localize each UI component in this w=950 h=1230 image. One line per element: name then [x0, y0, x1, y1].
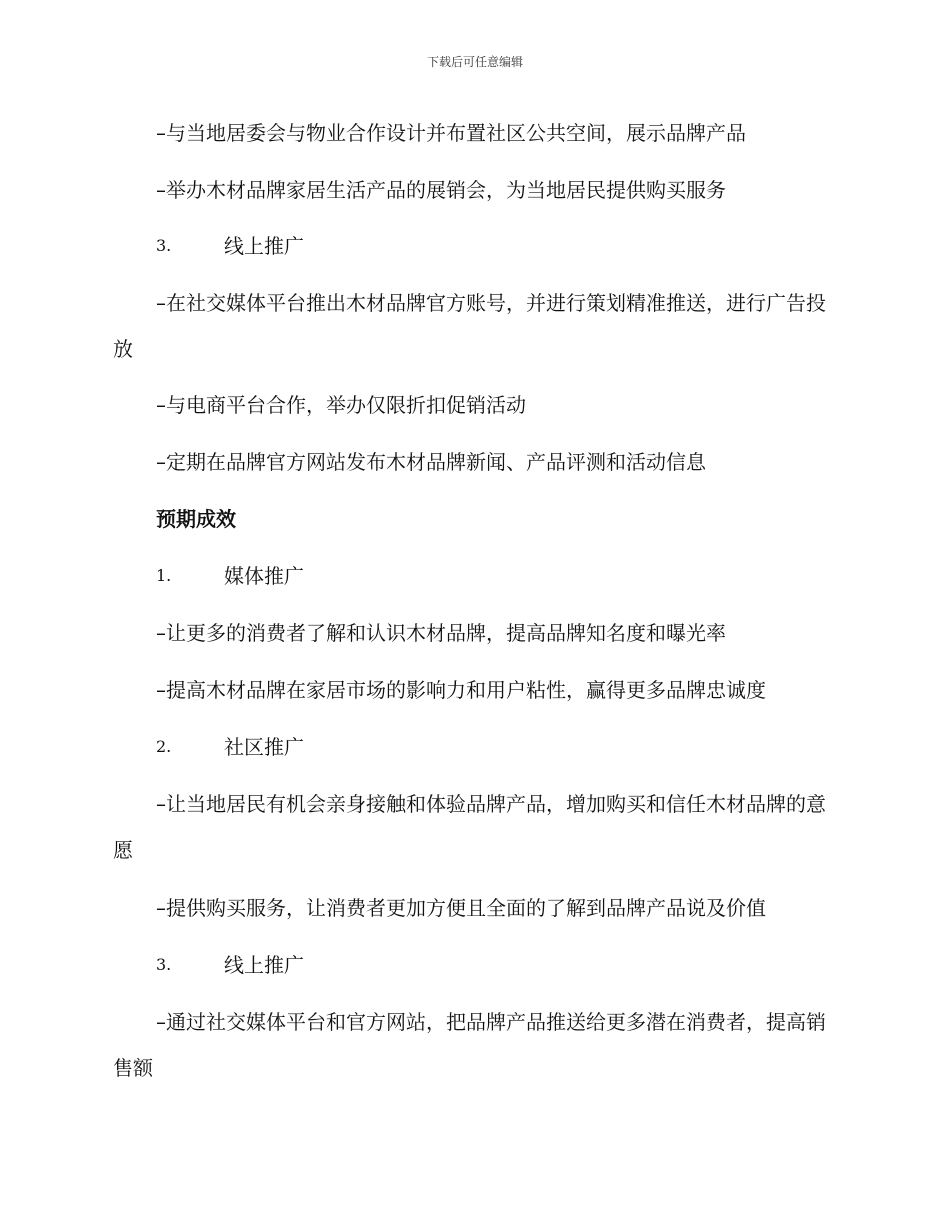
paragraph-purchase-service: –提供购买服务，让消费者更加方便且全面的了解到品牌产品说及价值 — [156, 896, 766, 920]
list-number: 2. — [156, 737, 172, 756]
subsection-title-community: 社区推广 — [224, 735, 304, 759]
paragraph-awareness: –让更多的消费者了解和认识木材品牌，提高品牌知名度和曝光率 — [156, 621, 726, 645]
subsection-title-online-2: 线上推广 — [224, 953, 304, 977]
list-number: 1. — [156, 566, 172, 585]
paragraph-community-space: –与当地居委会与物业合作设计并布置社区公共空间，展示品牌产品 — [156, 121, 746, 145]
list-number: 3. — [156, 955, 172, 974]
paragraph-official-site: –定期在品牌官方网站发布木材品牌新闻、产品评测和活动信息 — [156, 450, 706, 474]
paragraph-influence: –提高木材品牌在家居市场的影响力和用户粘性，赢得更多品牌忠诚度 — [156, 678, 766, 702]
section-heading-expected-results: 预期成效 — [156, 507, 236, 531]
subsection-title-online: 线上推广 — [224, 234, 304, 258]
page-header: 下载后可任意编辑 — [426, 55, 523, 69]
paragraph-sales: –通过社交媒体平台和官方网站，把品牌产品推送给更多潜在消费者，提高销售额 — [113, 1010, 826, 1080]
paragraph-exhibition: –举办木材品牌家居生活产品的展销会，为当地居民提供购买服务 — [156, 178, 726, 202]
paragraph-experience: –让当地居民有机会亲身接触和体验品牌产品，增加购买和信任木材品牌的意愿 — [113, 792, 826, 862]
paragraph-social-media: –在社交媒体平台推出木材品牌官方账号，并进行策划精准推送，进行广告投放 — [113, 291, 826, 361]
subsection-title-media: 媒体推广 — [224, 564, 304, 588]
list-number: 3. — [156, 236, 172, 255]
paragraph-ecommerce: –与电商平台合作，举办仅限折扣促销活动 — [156, 393, 526, 417]
